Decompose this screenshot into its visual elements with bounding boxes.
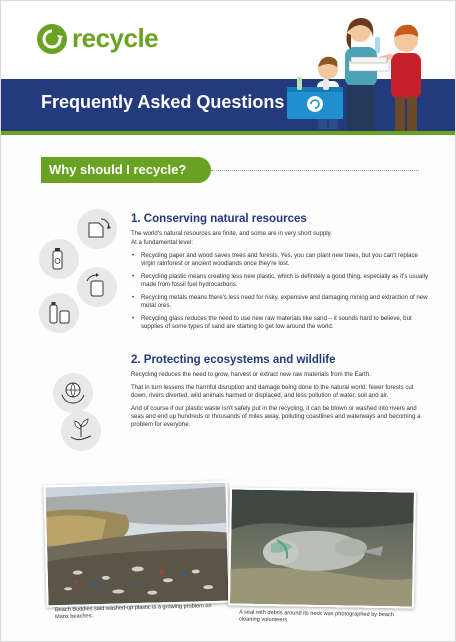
part2-body bbox=[131, 371, 431, 434]
seal-debris-photo bbox=[228, 487, 416, 608]
part1-intro: The world's natural resources are finite, and some are in very short supply. bbox=[131, 230, 332, 237]
heading-protecting-ecosystems: 2. Protecting ecosystems and wildlife bbox=[131, 354, 336, 366]
section-rule bbox=[211, 170, 419, 171]
heading-conserving-resources: 1. Conserving natural resources bbox=[131, 213, 307, 225]
bullet-glass: • Recycling glass reduces the need to use new raw materials like sand – it sounds hard to believe, but supplies of some types of sand are starting to get low around the world. bbox=[131, 315, 431, 331]
globe-hands-icon bbox=[53, 373, 93, 413]
part2-paragraph-2: That in turn lessens the harmful disruption and damage being done to the natural world: fewer forests cut down, rivers diverted, wild animals harmed or displaced, and less pollution of water, soil and air. bbox=[131, 384, 414, 399]
beach-plastic-photo bbox=[43, 481, 230, 608]
recycle-logo-icon bbox=[37, 24, 67, 54]
glass-can-icon bbox=[39, 293, 79, 333]
caption-beach-plastic: Beach Buddies said washed-up plastic is a growing problem on Manx beaches. bbox=[54, 603, 212, 621]
part2-paragraph-1: Recycling reduces the need to grow, harvest or extract new raw materials from the Earth. bbox=[131, 371, 371, 378]
logo-text: recycle bbox=[72, 23, 159, 53]
part2-paragraph-3: And of course if our plastic waste isn't safely put in the recycling, it can be blown or washed into rivers and seas and end up hundreds or thousands of miles away, polluting coastlines and waterways and becoming a problem for everyone. bbox=[131, 405, 421, 428]
bullet-plastic: • Recycling plastic means creating less new plastic, which is definitely a good thing, especially as it's usually made from fossil fuel hydrocarbons. bbox=[131, 273, 431, 289]
bottle-recycle-icon bbox=[39, 239, 79, 279]
bullet-metals: • Recycling metals means there's less need for risky, expensive and damaging mining and extraction of new metal ores. bbox=[131, 294, 431, 310]
logo[interactable] bbox=[37, 23, 158, 54]
caption-seal-debris: A seal with debris around its neck was photographed by beach cleaning volunteers. bbox=[238, 609, 394, 624]
can-recycle-icon bbox=[77, 267, 117, 307]
plant-hand-icon bbox=[61, 411, 101, 451]
paper-recycle-icon bbox=[77, 209, 117, 249]
section-title: Why should I recycle? bbox=[49, 162, 187, 177]
family-illustration bbox=[287, 13, 437, 133]
bullet-paper: • Recycling paper and wood saves trees and forests. Yes, you can plant new trees, but you can't replace virgin rainforest or ancient woodlands once they're lost. bbox=[131, 252, 431, 268]
part1-lead: At a fundamental level: bbox=[131, 239, 193, 246]
part1-bullet-list bbox=[131, 252, 431, 331]
page-title: Frequently Asked Questions bbox=[41, 92, 285, 112]
part1-body bbox=[131, 230, 431, 336]
